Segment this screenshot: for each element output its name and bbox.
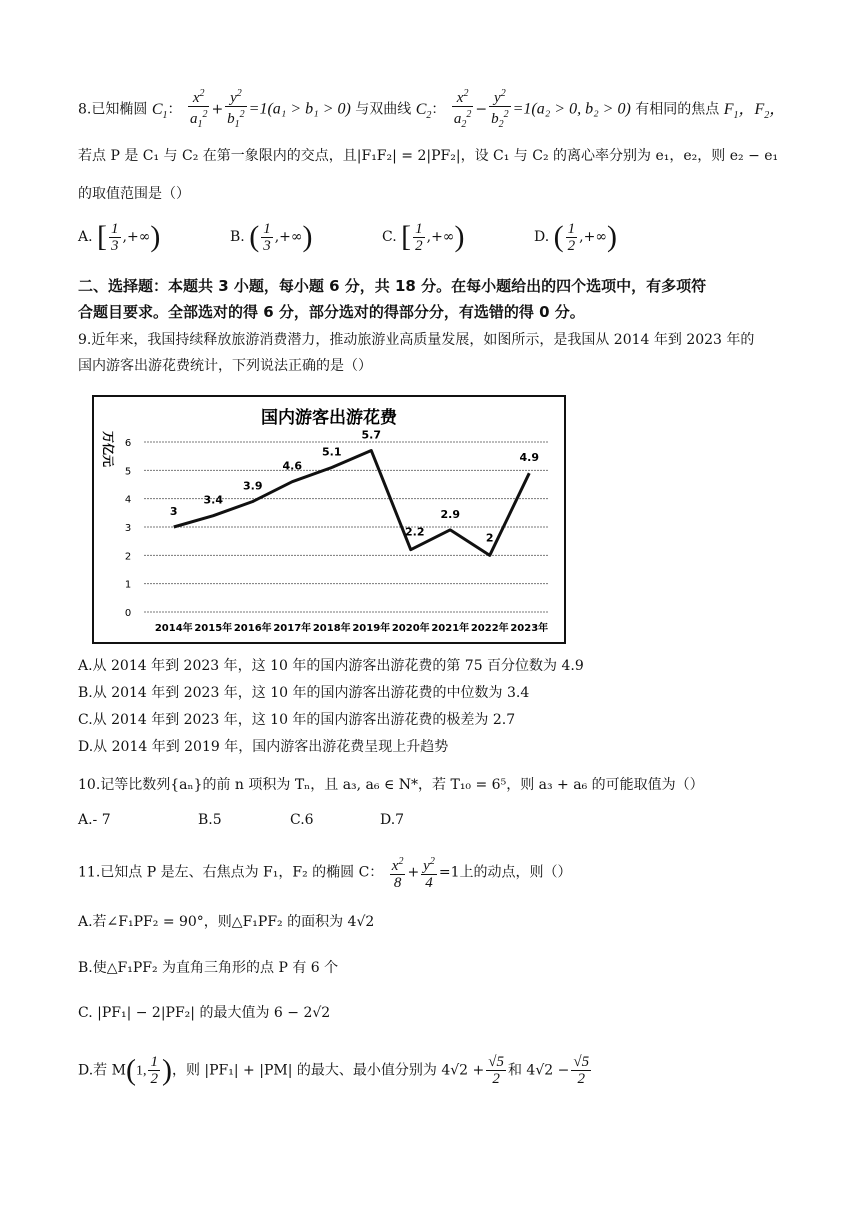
q8-prefix: 8.已知椭圆 [78,101,148,118]
q8-option-a[interactable] [78,220,160,254]
q8-line1: 8.已知椭圆 $C_1$： $\frac{x^2}{a_1^2}$ + $\frac{y^2}{b_1^2}$ =1(a₁ > b₁ > 0) 与双曲线 $C_2$： $\frac{x^2}{a_2^2}$ − $\frac{y^2}{b_2^2}$ =1(a₂ > 0, b₂ > 0) 有相同的焦点 $F_1$，$F_2$， [78,86,785,133]
q11-optd-frac-root1: $\frac{√5}{2}$ [488,1054,504,1087]
x-tick-label: 2018年 [312,623,351,634]
data-label: 4.6 [282,459,302,473]
x-tick-label: 2022年 [470,623,509,634]
data-label: 2 [485,531,494,545]
section2-line2: 合题目要求。全部选对的得 6 分，部分选对的得部分分，有选错的得 0 分。 [78,303,585,321]
series-line [174,451,530,556]
y-tick-label: 6 [124,438,132,449]
y-tick-label: 2 [124,551,132,563]
q8-line3: 的取值范围是（） [78,186,190,202]
chart-title: 国内游客出游花费 [261,408,397,428]
data-label: 2.2 [405,525,425,539]
q10-option-b[interactable]: B.5 [198,812,222,828]
option-open: [ [97,220,108,253]
data-label: 3 [169,505,178,518]
option-close: ) [454,220,465,253]
data-label: 3.4 [203,493,223,507]
q9-option-a[interactable]: A.从 2014 年到 2023 年，这 10 年的国内游客出游花费的第 75 百分位数为 4.9 [78,658,584,674]
data-label: 5.7 [361,428,381,442]
q11-frac-y: $\frac{y^2}{4}$ [423,856,435,891]
line-chart [94,397,564,642]
option-close: ) [606,220,617,253]
q11-optd-b: ，则 |PF₁| + |PM| 的最大、最小值分别为 4√2 + [171,1062,485,1079]
y-tick-label: 0 [124,608,132,619]
q8-hyper-frac-x: $\frac{x^2}{a_2^2}$ [453,88,472,130]
chart-y-axis-label: 万亿元 [101,431,115,468]
q8-c2: $C_2$ [415,100,432,121]
x-tick-label: 2014年 [154,623,193,634]
q11-optd-c: 和 4√2 − [507,1062,570,1079]
option-open: [ [401,220,412,253]
q11-optd-frac-root2: $\frac{√5}{2}$ [573,1054,590,1087]
y-tick-label: 5 [124,466,132,478]
q10-option-a[interactable]: A.- 7 [78,812,111,828]
q8-and-hyperbola: 与双曲线 [355,101,412,118]
q10-option-c[interactable]: C.6 [290,812,314,828]
q8-hyper-cond: =1(a₂ > 0, b₂ > 0) [512,100,631,118]
q8-same-foci: 有相同的焦点 [635,101,720,118]
q11-option-d[interactable]: D.若 M(1, $\frac{1}{2}$ )，则 |PF₁| + |PM| 的最大、最小值分别为 4√2 + $\frac{√5}{2}$ 和 4√2 − $\frac{√5}{2}$ [78,1053,590,1087]
q8-foci: $F_1$，$F_2$， [723,100,786,121]
q8-line2: 若点 P 是 C₁ 与 C₂ 在第一象限内的交点，且|F₁F₂| = 2|PF₂|，设 C₁ 与 C₂ 的离心率分别为 e₁，e₂，则 e₂ − e₁ [78,148,779,164]
q9-line2: 国内游客出游花费统计，下列说法正确的是（） [78,358,372,374]
data-label: 3.9 [243,479,263,493]
option-tail: ,+∞ [122,229,151,245]
q8-ellipse-frac-x: $\frac{x^2}{a_1^2}$ [189,88,208,130]
q11-frac-x: $\frac{x^2}{8}$ [391,856,404,891]
q9-option-b[interactable]: B.从 2014 年到 2023 年，这 10 年的国内游客出游花费的中位数为 3.4 [78,685,530,701]
option-open: ( [553,220,564,253]
q9-option-c[interactable]: C.从 2014 年到 2023 年，这 10 年的国内游客出游花费的极差为 2.7 [78,712,516,728]
q8-ellipse-frac-y: $\frac{y^2}{b_1^2}$ [227,88,245,130]
option-tail: ,+∞ [426,229,455,245]
option-fraction: $\frac{1}{2}$ [415,220,423,254]
option-label: D. [534,229,550,245]
option-close: ) [150,220,161,253]
option-label: B. [230,229,245,245]
q11-optd-frac: $\frac{1}{2}$ [150,1054,158,1087]
option-label: C. [382,229,397,245]
x-tick-label: 2017年 [273,623,312,634]
chart-frame [92,395,566,644]
option-fraction: $\frac{1}{3}$ [263,220,271,254]
y-tick-label: 1 [124,579,132,591]
option-open: ( [249,220,260,253]
option-fraction: $\frac{1}{2}$ [567,220,576,254]
q8-sep: ： [167,101,182,118]
q8-hyper-frac-y: $\frac{y^2}{b_2^2}$ [491,88,509,130]
q8-ellipse-cond: =1(a₁ > b₁ > 0) [248,100,351,118]
data-label: 5.1 [322,445,342,459]
q11-line1-b: =1上的动点，则（） [438,864,572,881]
data-label: 4.9 [519,451,539,465]
q11-option-a[interactable]: A.若∠F₁PF₂ = 90°，则△F₁PF₂ 的面积为 4√2 [78,914,375,930]
y-tick-label: 3 [124,523,132,534]
q10-option-d[interactable]: D.7 [380,812,405,828]
x-tick-label: 2019年 [352,623,391,634]
option-label: A. [78,229,93,245]
q11-line1: 11.已知点 P 是左、右焦点为 F₁，F₂ 的椭圆 C： $\frac{x^2}{8}$ + $\frac{y^2}{4}$ =1上的动点，则（） [78,856,572,891]
option-close: ) [302,220,313,253]
q9-line1: 9.近年来，我国持续释放旅游消费潜力，推动旅游业高质量发展，如图所示，是我国从 2014 年到 2023 年的 [78,332,755,348]
x-tick-label: 2020年 [391,623,430,634]
q11-option-c[interactable]: C. |PF₁| − 2|PF₂| 的最大值为 6 − 2√2 [78,1005,331,1021]
option-tail: ,+∞ [274,229,303,245]
q10-line1: 10.记等比数列{aₙ}的前 n 项积为 Tₙ，且 a₃, a₆ ∈ N*，若 T₁₀ = 6⁵，则 a₃ + a₆ 的可能取值为（） [78,777,704,793]
q11-optd-a: D.若 M [78,1062,126,1079]
option-tail: ,+∞ [579,229,607,245]
x-tick-label: 2015年 [194,623,233,634]
q11-line1-a: 11.已知点 P 是左、右焦点为 F₁，F₂ 的椭圆 C： [78,864,384,881]
section2-line1: 二、选择题：本题共 3 小题，每小题 6 分，共 18 分。在每小题给出的四个选项中，有多项符 [78,277,707,295]
data-label: 2.9 [440,507,460,521]
x-tick-label: 2016年 [233,623,272,634]
x-tick-label: 2023年 [510,623,549,634]
y-tick-label: 4 [124,494,132,506]
q8-option-d[interactable] [534,220,617,254]
x-tick-label: 2021年 [431,623,470,634]
q9-option-d[interactable]: D.从 2014 年到 2019 年，国内游客出游花费呈现上升趋势 [78,739,449,755]
q8-c1: $C_1$ [151,100,168,121]
q11-option-b[interactable]: B.使△F₁PF₂ 为直角三角形的点 P 有 6 个 [78,960,339,976]
q8-option-b[interactable] [230,220,313,254]
q8-option-c[interactable] [382,220,464,254]
option-fraction: $\frac{1}{3}$ [111,220,119,254]
